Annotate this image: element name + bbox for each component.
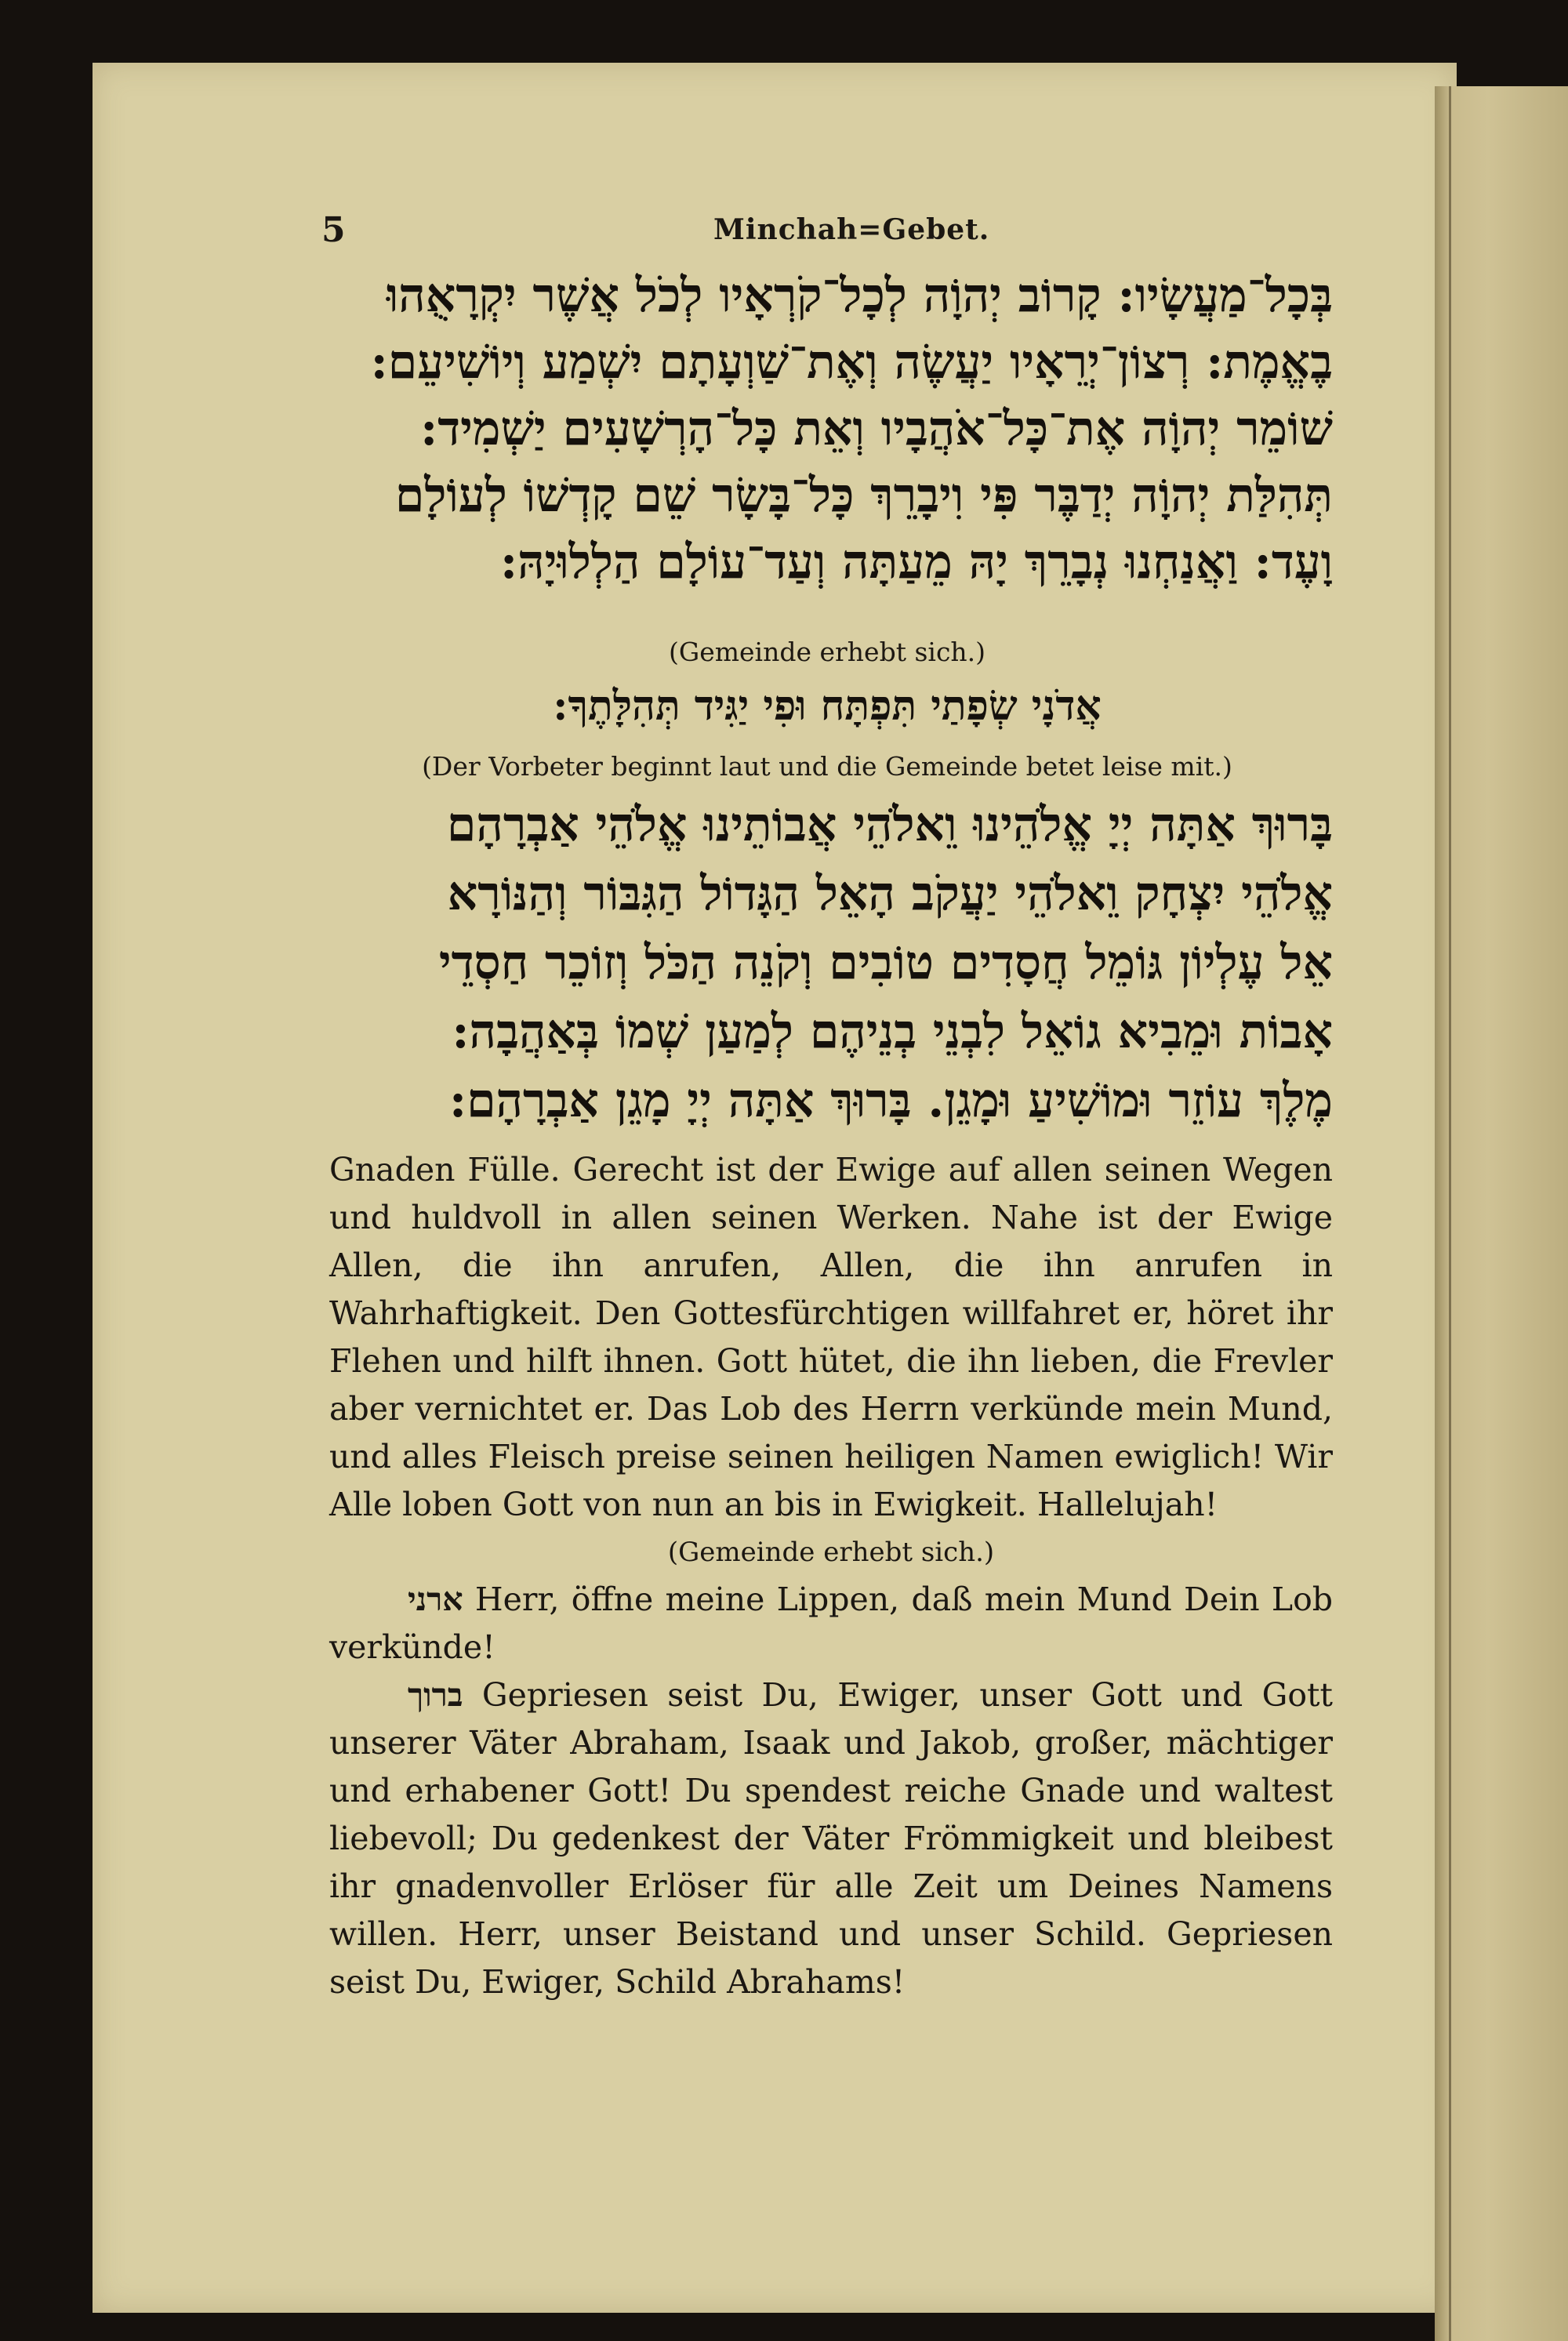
hebrew-line: תְּהִלַּת יְהוָֹה יְדַבֶּר פִּי וִיבָרֵךְ כָּל־בָּשָׂר שֵׁם קָדְשׁוֹ לְעוֹלָם	[394, 468, 1333, 523]
hebrew-line: שׁוֹמֵר יְהוָֹה אֶת־כָּל־אֹהֲבָיו וְאֵת כָּל־הָרְשָׁעִים יַשְׁמִיד:	[420, 401, 1333, 456]
hebrew-line: אָבוֹת וּמֵבִיא גוֹאֵל לִבְנֵי בְנֵיהֶם לְמַעַן שְׁמוֹ בְּאַהֲבָה:	[452, 1004, 1333, 1059]
page-header	[321, 210, 1309, 249]
german-paragraph	[329, 1671, 1333, 2006]
rubric-note: (Gemeinde erhebt sich.)	[667, 1537, 995, 1568]
german-paragraph	[329, 1576, 1333, 1671]
hebrew-incipit: ארני	[408, 1581, 463, 1618]
hebrew-line: בְּכָל־מַעֲשָׂיו: קָרוֹב יְהוָֹה לְכָל־קֹרְאָיו לְכֹל אֲשֶׁר יִקְרָאֻהוּ	[386, 268, 1333, 323]
german-paragraph: Gnaden Fülle. Gerecht ist der Ewige auf allen seinen Wegen und huldvoll in allen seinen Werken. Nahe ist der Ewige Allen, die ihn anrufen, Allen, die ihn anrufen in Wahrhaftigkeit. Den Gottesfürchtigen willfahret er, höret ihr Flehen und hilft ihnen. Gott hütet, die ihn lieben, die Frevler aber vernichtet er. Das Lob des Herrn verkünde mein Mund, und alles Fleisch preise seinen heiligen Namen ewiglich! Wir Alle loben Gott von nun an bis in Ewigkeit. Hallelujah!	[329, 1151, 1333, 1523]
adjacent-page-edge	[1435, 86, 1568, 2341]
rubric-note: (Gemeinde erhebt sich.)	[668, 637, 986, 667]
german-text: Gepriesen seist Du, Ewiger, unser Gott und Gott unserer Väter Abraham, Isaak und Jakob, großer, mächtiger und erhabener Gott! Du spendest reiche Gnade und waltest liebevoll; Du gedenkest der Väter Frömmigkeit und bleibest ihr gnadenvoller Erlöser für alle Zeit um Deines Namens willen. Herr, unser Beistand und unser Schild. Gepriesen seist Du, Ewiger, Schild Abrahams!	[329, 1676, 1333, 2001]
page-number: 5	[321, 210, 346, 250]
hebrew-line: בָּרוּךְ אַתָּה יְיָ אֱלֹהֵינוּ וֵאלֹהֵי אֲבוֹתֵינוּ אֱלֹהֵי אַבְרָהָם	[446, 797, 1333, 852]
hebrew-line: וָעֶד: וַאֲנַחְנוּ נְבָרֵךְ יָהּ מֵעַתָּה וְעַד־עוֹלָם הַלְלוּיָהּ:	[500, 535, 1333, 590]
hebrew-incipit: ברוך	[408, 1676, 463, 1714]
hebrew-line: אֵל עֶלְיוֹן גּוֹמֵל חֲסָדִים טוֹבִים וְקֹנֵה הַכֹּל וְזוֹכֵר חַסְדֵי	[438, 935, 1333, 990]
rubric-note: (Der Vorbeter beginnt laut und die Gemeinde betet leise mit.)	[422, 751, 1232, 782]
running-title: Minchah=Gebet.	[713, 213, 990, 246]
hebrew-line: בֶאֱמֶת: רְצוֹן־יְרֵאָיו יַעֲשֶׂה וְאֶת־שַׁוְעָתָם יִשְׁמַע וְיוֹשִׁיעֵם:	[370, 335, 1333, 390]
hebrew-line: אֲדֹנָי שְׂפָתַי תִּפְתָּח וּפִי יַגִּיד תְּהִלָּתֶךָ:	[553, 682, 1102, 730]
german-text: Herr, öffne meine Lippen, daß mein Mund Dein Lob verkünde!	[329, 1581, 1333, 1666]
hebrew-line: אֱלֹהֵי יִצְחָק וֵאלֹהֵי יַעֲקֹב הָאֵל הַגָּדוֹל הַגִּבּוֹר וְהַנּוֹרָא	[447, 866, 1333, 921]
hebrew-line: מֶלֶךְ עוֹזֵר וּמוֹשִׁיעַ וּמָגֵן. בָּרוּךְ אַתָּה יְיָ מָגֵן אַבְרָהָם:	[448, 1073, 1333, 1128]
german-translation	[329, 1146, 1333, 2006]
